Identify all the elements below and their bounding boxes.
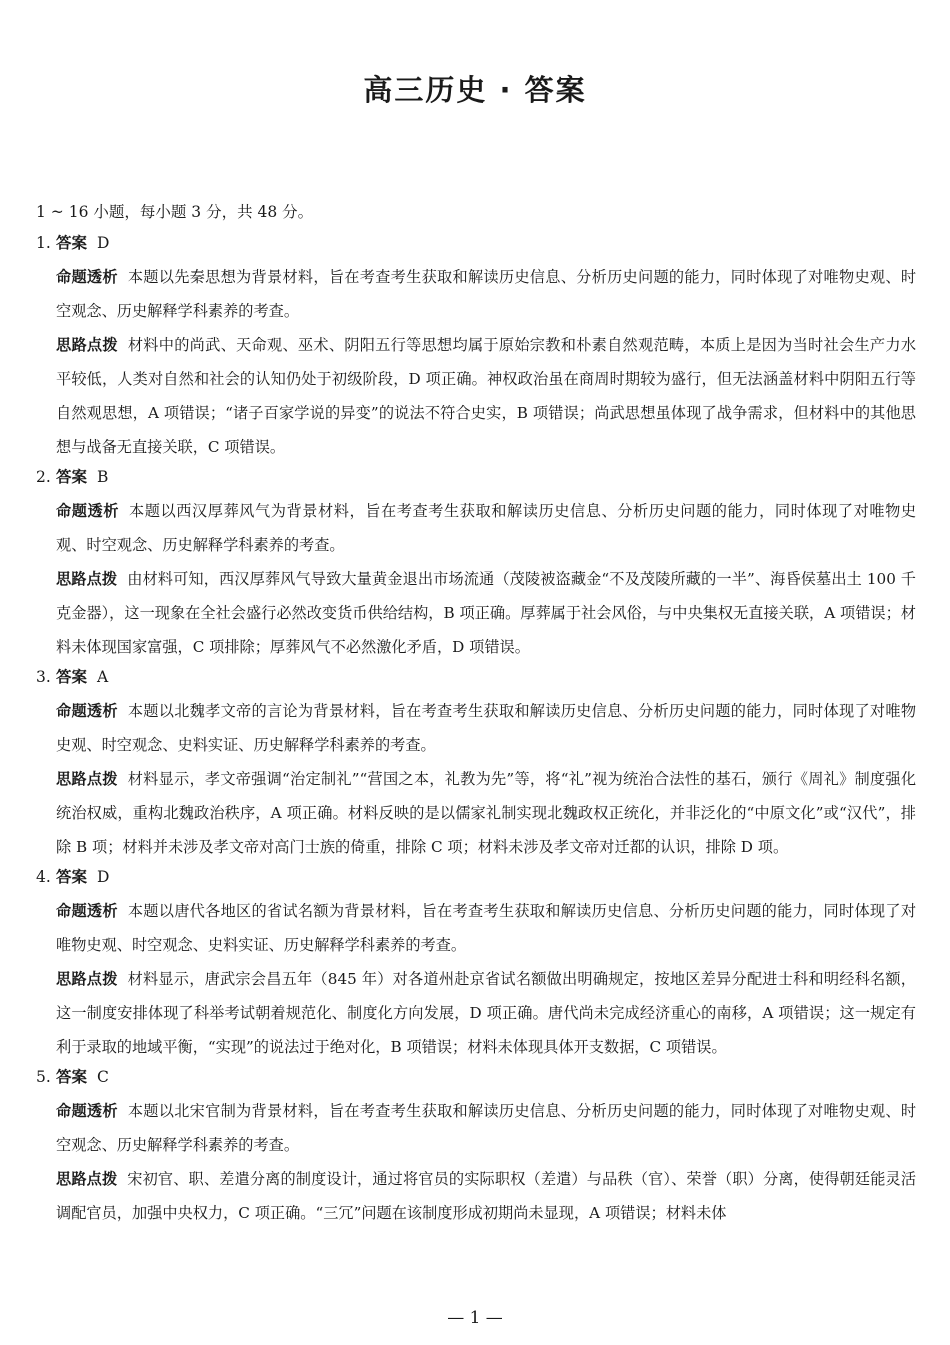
question-2: [36, 464, 916, 664]
hint-text: 材料显示，孝文帝强调“治定制礼”“营国之本，礼教为先”等，将“礼”视为统治合法性的基石，颁行《周礼》制度强化统治权威，重构北魏政治秩序，A 项正确。材料反映的是以儒家礼制实现北魏政权正统化，并非泛化的“中原文化”或“汉代”，排除 B 项；材料并未涉及孝文帝对高门士族的倚重，排除 C 项；材料未涉及孝文帝对迁都的认识，排除 D 项。: [56, 770, 917, 856]
hint-paragraph: [56, 762, 916, 864]
hint-label: 思路点拨: [56, 770, 118, 788]
answer-line: [36, 464, 916, 494]
question-4: [36, 864, 916, 1064]
question-1: [36, 230, 916, 464]
hint-paragraph: [56, 1162, 916, 1230]
answer-line: [36, 664, 916, 694]
analysis-text: 本题以北魏孝文帝的言论为背景材料，旨在考查考生获取和解读历史信息、分析历史问题的能力，同时体现了对唯物史观、时空观念、史料实证、历史解释学科素养的考查。: [56, 702, 917, 754]
analysis-text: 本题以北宋官制为背景材料，旨在考查考生获取和解读历史信息、分析历史问题的能力，同时体现了对唯物史观、时空观念、历史解释学科素养的考查。: [56, 1102, 917, 1154]
hint-text: 由材料可知，西汉厚葬风气导致大量黄金退出市场流通（茂陵被盗藏金“不及茂陵所藏的一半”、海昏侯墓出土 100 千克金器），这一现象在全社会盛行必然改变货币供给结构，B 项正确。厚葬属于社会风俗，与中央集权无直接关联，A 项错误；材料未体现国家富强，C 项排除；厚葬风气不必然激化矛盾，D 项错误。: [56, 570, 916, 656]
hint-label: 思路点拨: [56, 1170, 118, 1188]
question-number: 1.: [36, 234, 51, 252]
answer-line: [36, 864, 916, 894]
hint-label: 思路点拨: [56, 970, 118, 988]
analysis-label: 命题透析: [56, 502, 120, 520]
analysis-text: 本题以唐代各地区的省试名额为背景材料，旨在考查考生获取和解读历史信息、分析历史问题的能力，同时体现了对唯物史观、时空观念、史料实证、历史解释学科素养的考查。: [56, 902, 917, 954]
analysis-paragraph: [56, 494, 916, 562]
analysis-text: 本题以先秦思想为背景材料，旨在考查考生获取和解读历史信息、分析历史问题的能力，同时体现了对唯物史观、时空观念、历史解释学科素养的考查。: [56, 268, 917, 320]
question-number: 2.: [36, 468, 51, 486]
question-number: 3.: [36, 668, 51, 686]
answer-label: 答案: [56, 1068, 88, 1086]
hint-paragraph: [56, 962, 916, 1064]
question-5: [36, 1064, 916, 1230]
analysis-paragraph: [56, 1094, 916, 1162]
analysis-label: 命题透析: [56, 902, 118, 920]
section-intro: 1 ~ 16 小题，每小题 3 分，共 48 分。: [36, 203, 314, 221]
answer-line: [36, 1064, 916, 1094]
analysis-paragraph: [56, 694, 916, 762]
hint-text: 材料显示，唐武宗会昌五年（845 年）对各道州赴京省试名额做出明确规定，按地区差异分配进士科和明经科名额，这一制度安排体现了科举考试朝着规范化、制度化方向发展，D 项正确。唐代尚未完成经济重心的南移，A 项错误；这一规定有利于录取的地域平衡，“实现”的说法过于绝对化，B 项错误；材料未体现具体开支数据，C 项错误。: [56, 970, 916, 1056]
hint-text: 宋初官、职、差遣分离的制度设计，通过将官员的实际职权（差遣）与品秩（官）、荣誉（职）分离，使得朝廷能灵活调配官员，加强中央权力，C 项正确。“三冗”问题在该制度形成初期尚未显现，A 项错误；材料未体: [56, 1170, 917, 1222]
question-number: 5.: [36, 1068, 51, 1086]
analysis-paragraph: [56, 894, 916, 962]
answer-line: [36, 230, 916, 260]
answer-label: 答案: [56, 234, 88, 252]
analysis-label: 命题透析: [56, 268, 118, 286]
analysis-label: 命题透析: [56, 702, 118, 720]
question-number: 4.: [36, 868, 51, 886]
page-title: 高三历史 · 答案: [363, 73, 587, 107]
analysis-label: 命题透析: [56, 1102, 118, 1120]
hint-label: 思路点拨: [56, 570, 118, 588]
hint-text: 材料中的尚武、天命观、巫术、阴阳五行等思想均属于原始宗教和朴素自然观范畴，本质上是因为当时社会生产力水平较低，人类对自然和社会的认知仍处于初级阶段，D 项正确。神权政治虽在商周时期较为盛行，但无法涵盖材料中阴阳五行等自然观思想，A 项错误；“诸子百家学说的异变”的说法不符合史实，B 项错误；尚武思想虽体现了战争需求，但材料中的其他思想与战备无直接关联，C 项错误。: [56, 336, 917, 456]
question-3: [36, 664, 916, 864]
answer-value: B: [97, 468, 109, 486]
analysis-paragraph: [56, 260, 916, 328]
hint-paragraph: [56, 562, 916, 664]
answer-value: C: [97, 1068, 109, 1086]
page-number: — 1 —: [447, 1308, 503, 1328]
analysis-text: 本题以西汉厚葬风气为背景材料，旨在考查考生获取和解读历史信息、分析历史问题的能力，同时体现了对唯物史观、时空观念、历史解释学科素养的考查。: [56, 502, 917, 554]
hint-paragraph: [56, 328, 916, 464]
answer-value: D: [97, 868, 110, 886]
hint-label: 思路点拨: [56, 336, 118, 354]
answer-label: 答案: [56, 668, 88, 686]
answer-label: 答案: [56, 468, 88, 486]
answer-value: D: [97, 234, 110, 252]
answer-list: [36, 230, 916, 1230]
answer-value: A: [97, 668, 109, 686]
answer-label: 答案: [56, 868, 88, 886]
